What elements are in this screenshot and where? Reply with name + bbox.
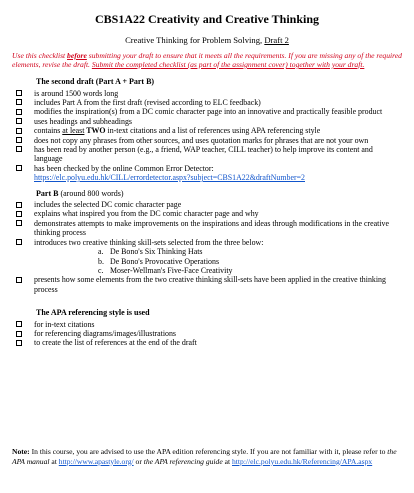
checklist-item-text: includes Part A from the first draft (revised according to ELC feedback)	[34, 97, 261, 107]
error-detector-link[interactable]: https://elc.polyu.edu.hk/CILL/errordetector.aspx?subject=CBS1A22&draftNumber=2	[34, 173, 305, 183]
checklist-item	[12, 107, 402, 116]
instructions	[12, 51, 402, 69]
checklist-item-text: does not copy any phrases from other sources, and uses quotation marks for phrases that are not your own	[34, 135, 369, 145]
citation-two: TWO	[84, 126, 106, 136]
instructions-part1: Use this checklist	[12, 51, 68, 60]
checklist-item-text: uses headings and subheadings	[34, 116, 132, 126]
option-letter: a.	[98, 247, 104, 257]
checklist-item	[12, 219, 402, 238]
checklist-item-text: demonstrates attempts to make improvements on the inspirations and ideas through modifications in the creative thinking process	[34, 218, 389, 238]
checklist-item-text: to create the list of references at the end of the draft	[34, 338, 197, 348]
subtitle-draft: Draft 2	[264, 35, 289, 45]
apa-guide-link[interactable]: http://elc.polyu.edu.hk/Referencing/APA.aspx	[232, 456, 373, 466]
part-b-label: Part B	[36, 188, 59, 198]
checklist-item-text: has been read by another person (e.g., a friend, WAP teacher, CILL teacher) to help improve its content and language	[34, 144, 373, 164]
section-a-heading: The second draft (Part A + Part B)	[36, 77, 155, 86]
checkbox[interactable]	[16, 202, 22, 208]
note-text-4: at	[222, 456, 232, 466]
checklist-item-text: modifies the inspiration(s) from a DC comic character page into an innovative and practically feasible product	[34, 107, 383, 117]
checklist-item-text: presents how some elements from the two creative thinking skill-sets have been applied in the creative thinking process	[34, 275, 386, 294]
instructions-part3: Submit the completed checklist (as part of the assignment cover) together with your draft.	[91, 60, 365, 69]
part-b-words: (around 800 words)	[58, 188, 124, 198]
checkbox[interactable]	[16, 340, 22, 346]
checklist-item	[12, 338, 402, 347]
checklist-item	[12, 89, 402, 98]
option-letter: c.	[98, 265, 104, 275]
checkbox[interactable]	[16, 211, 22, 217]
checklist-item-text	[34, 126, 402, 135]
checkbox[interactable]	[16, 321, 22, 327]
checklist-item	[12, 329, 402, 338]
checklist-item-text: for referencing diagrams/images/illustrations	[34, 329, 176, 339]
citation-pre: contains	[34, 126, 63, 136]
apa-note	[12, 447, 406, 466]
note-apa-guide: the APA referencing guide	[143, 456, 223, 466]
option-text: Moser-Wellman's Five-Face Creativity	[110, 265, 233, 275]
option-letter: b.	[98, 256, 104, 266]
note-apa-manual: the APA manual	[12, 447, 397, 466]
checklist-item-text: for in-text citations	[34, 319, 95, 329]
subtitle-text: Creative Thinking for Problem Solving,	[125, 35, 265, 45]
checkbox[interactable]	[16, 220, 22, 226]
checkbox[interactable]	[16, 239, 22, 245]
option-text: De Bono's Six Thinking Hats	[110, 247, 203, 257]
checklist-item	[12, 126, 402, 135]
checklist-item	[12, 164, 402, 183]
checklist-item-text: is around 1500 words long	[34, 88, 119, 98]
section-c-heading: The APA referencing style is used	[36, 308, 150, 318]
checklist-item	[12, 200, 402, 209]
instructions-part2: submitting your draft to ensure that it meets all the requirements. If you are missing any of the required elements, revise the draft.	[12, 51, 402, 69]
citation-post: in-text citations and a list of references using APA referencing style	[105, 126, 321, 136]
checklist-item	[12, 145, 402, 164]
detector-text: has been checked by the online Common Error Detector:	[34, 163, 214, 173]
checklist-item	[12, 209, 402, 218]
checkbox[interactable]	[16, 109, 22, 115]
checklist-item-text: explains what inspired you from the DC comic character page and why	[34, 209, 259, 219]
skillset-option	[98, 257, 402, 266]
citation-at-least: at least	[62, 126, 85, 136]
note-label: Note:	[12, 447, 30, 456]
checklist-item-text: introduces two creative thinking skill-sets selected from the three below:	[34, 237, 264, 247]
checklist-item	[12, 136, 402, 145]
document-title: CBS1A22 Creativity and Creative Thinking	[94, 12, 320, 26]
skillset-option	[98, 266, 402, 275]
checkbox[interactable]	[16, 331, 22, 337]
note-text-2: at	[49, 456, 59, 466]
checkbox[interactable]	[16, 137, 22, 143]
checklist-item	[12, 275, 402, 294]
checklist-item	[12, 98, 402, 107]
note-text-1: In this course, you are advised to use the APA edition referencing style. If you are not familiar with it, please refer to	[29, 447, 388, 456]
checklist-item-text: includes the selected DC comic character page	[34, 200, 182, 210]
checkbox[interactable]	[16, 277, 22, 283]
skillset-option	[98, 247, 402, 256]
checklist-item	[12, 238, 402, 247]
checklist-item-text	[34, 164, 402, 183]
checkbox[interactable]	[16, 165, 22, 171]
apastyle-link[interactable]: http://www.apastyle.org/	[58, 456, 134, 466]
checklist-item	[12, 320, 402, 329]
checkbox[interactable]	[16, 128, 22, 134]
note-text-3: or	[133, 456, 144, 466]
option-text: De Bono's Provocative Operations	[110, 256, 220, 266]
checkbox[interactable]	[16, 118, 22, 124]
checkbox[interactable]	[16, 90, 22, 96]
instructions-before: before	[67, 51, 87, 60]
checkbox[interactable]	[16, 146, 22, 152]
checklist-item	[12, 117, 402, 126]
checkbox[interactable]	[16, 99, 22, 105]
section-b-heading	[36, 189, 402, 199]
spacer	[12, 294, 402, 308]
document-subtitle	[12, 35, 402, 45]
